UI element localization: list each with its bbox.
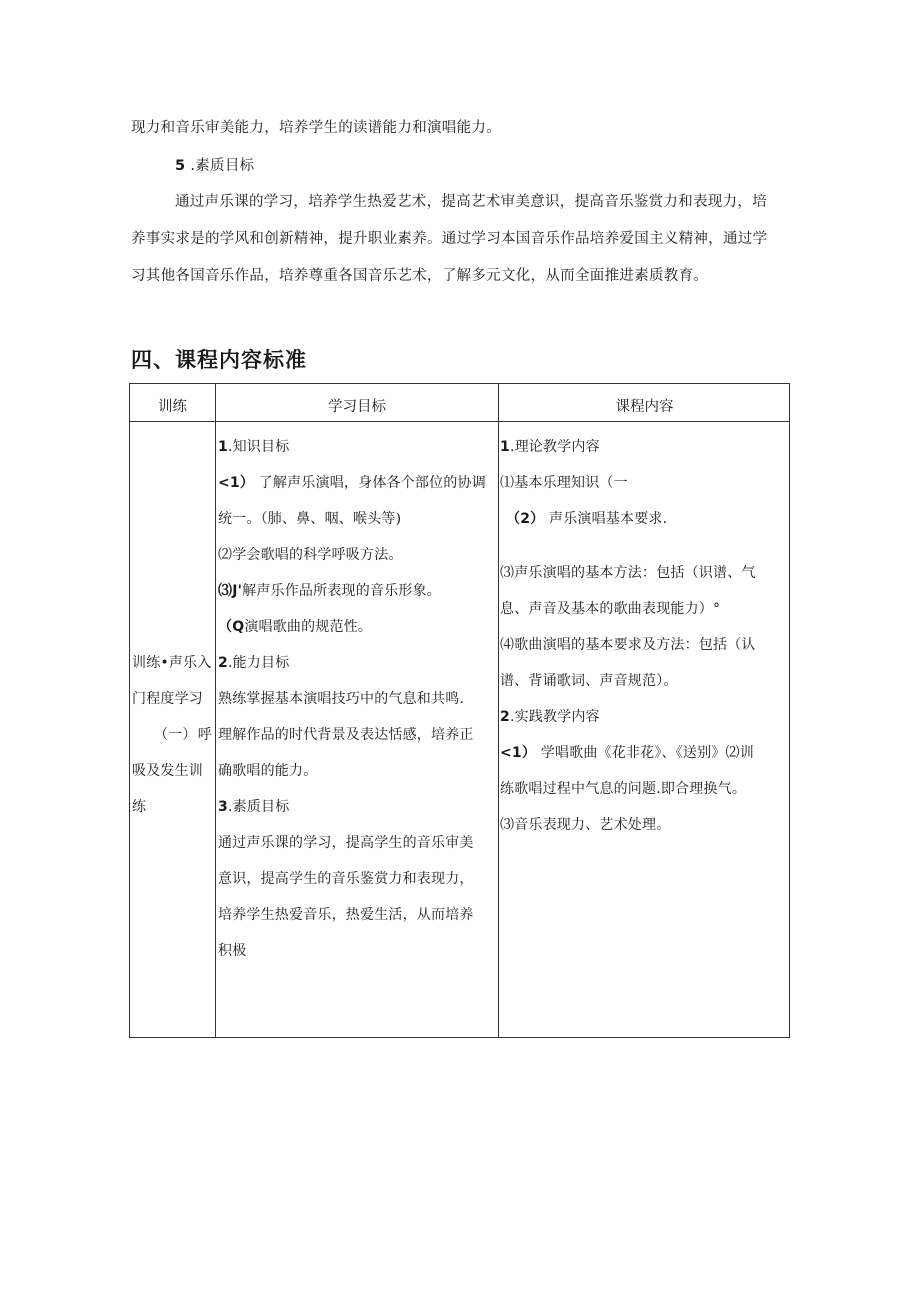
goals-number: 2	[218, 655, 228, 671]
training-line: 门程度学习	[132, 691, 203, 707]
training-cell	[132, 645, 212, 825]
content-line: ⑶声乐演唱的基本方法：包括（识谱、气	[500, 565, 756, 581]
goals-text: .能力目标	[227, 655, 290, 671]
goals-number: 1	[218, 439, 228, 455]
goals-line	[218, 573, 496, 609]
course-content-cell	[500, 429, 788, 843]
column-divider	[498, 384, 499, 1037]
header-learning-goals: 学习目标	[328, 399, 386, 415]
content-text: 学唱歌曲《花非花》、《送别》⑵训	[540, 745, 754, 761]
goals-text: 解声乐作品所表现的音乐形象。	[242, 583, 441, 599]
header-course-content: 课程内容	[615, 399, 674, 415]
goals-text: .素质目标	[227, 799, 290, 815]
goals-number: <1）	[218, 475, 255, 491]
goals-text: 演唱歌曲的规范性。	[244, 619, 373, 635]
item5-number: 5	[175, 158, 186, 174]
goals-line	[218, 465, 496, 501]
column-divider	[215, 384, 216, 1037]
goals-line: 确歌唱的能力。	[218, 763, 318, 779]
quality-para-line-2: 养事实求是的学风和创新精神，提升职业素养。通过学习本国音乐作品培养爱国主义精神，通过学	[131, 231, 768, 247]
goals-line	[218, 645, 496, 681]
goals-line: 培养学生热爱音乐，热爱生活，从而培养	[218, 907, 474, 923]
goals-number: （Q	[218, 619, 245, 635]
content-line: 谱、背诵歌词、声音规范）。	[500, 673, 678, 689]
quality-para-line-3: 习其他各国音乐作品，培养尊重各国音乐艺术，了解多元文化，从而全面推进素质教育。	[131, 268, 709, 284]
content-line	[500, 699, 788, 735]
training-line	[132, 717, 212, 753]
content-line: ⑶音乐表现力、艺术处理。	[500, 817, 671, 833]
content-text: .实践教学内容	[509, 709, 600, 725]
goals-line: 理解作品的时代背景及表达恬感，培养正	[218, 727, 474, 743]
content-number: <1）	[500, 745, 537, 761]
content-text: 声乐演唱基本要求.	[549, 511, 668, 527]
intro-line: 现力和音乐审美能力，培养学生的读谱能力和演唱能力。	[131, 120, 501, 136]
content-line	[500, 735, 788, 771]
goals-number: 3	[218, 799, 228, 815]
section-title: 四、课程内容标准	[131, 348, 307, 372]
goals-line: ⑵学会歌唱的科学呼吸方法。	[218, 547, 403, 563]
training-line-part: （一）	[154, 727, 197, 743]
content-number: （2）	[506, 511, 545, 527]
content-line: ⑷歌曲演唱的基本要求及方法：包括（认	[500, 637, 756, 653]
training-line: 练	[132, 799, 147, 815]
goals-line	[218, 789, 496, 825]
item5-title: .素质目标	[190, 158, 255, 174]
goals-text: .知识目标	[227, 439, 290, 455]
content-line	[500, 429, 788, 465]
goals-line	[218, 609, 496, 645]
content-line: 息、声音及基本的歌曲表现能力）°	[500, 601, 721, 617]
header-training: 训练	[158, 399, 187, 415]
content-text: .理论教学内容	[509, 439, 600, 455]
training-line-part: 呼	[197, 727, 212, 743]
quality-para-line-1: 通过声乐课的学习，培养学生热爱艺术，提高艺术审美意识，提高音乐鉴赏力和表现力，培	[175, 194, 767, 210]
content-line: 练歌唱过程中气息的问题.即合理换气。	[500, 781, 747, 797]
goals-line: 积极	[218, 943, 247, 959]
content-line	[500, 501, 788, 537]
learning-goals-cell	[218, 429, 496, 969]
goals-line: 熟练掌握基本演唱技巧中的气息和共鸣.	[218, 691, 465, 707]
header-divider	[130, 421, 789, 422]
content-line: ⑴基本乐理知识（一	[500, 475, 628, 491]
goals-line: 意识，提高学生的音乐鉴赏力和表现力，	[218, 871, 474, 887]
goals-number: ⑶J'	[218, 583, 243, 599]
content-number: 2	[500, 709, 510, 725]
training-line: 训练•声乐入	[132, 655, 212, 671]
course-content-table	[129, 383, 790, 1038]
item5-heading	[175, 154, 254, 175]
content-number: 1	[500, 439, 510, 455]
goals-text: 了解声乐演唱，身体各个部位的协调	[258, 475, 486, 491]
training-line: 吸及发生训	[132, 763, 203, 779]
goals-line: 通过声乐课的学习，提高学生的音乐审美	[218, 835, 474, 851]
goals-line	[218, 429, 496, 465]
goals-line: 统一。（肺、鼻、咽、喉头等)	[218, 511, 402, 527]
